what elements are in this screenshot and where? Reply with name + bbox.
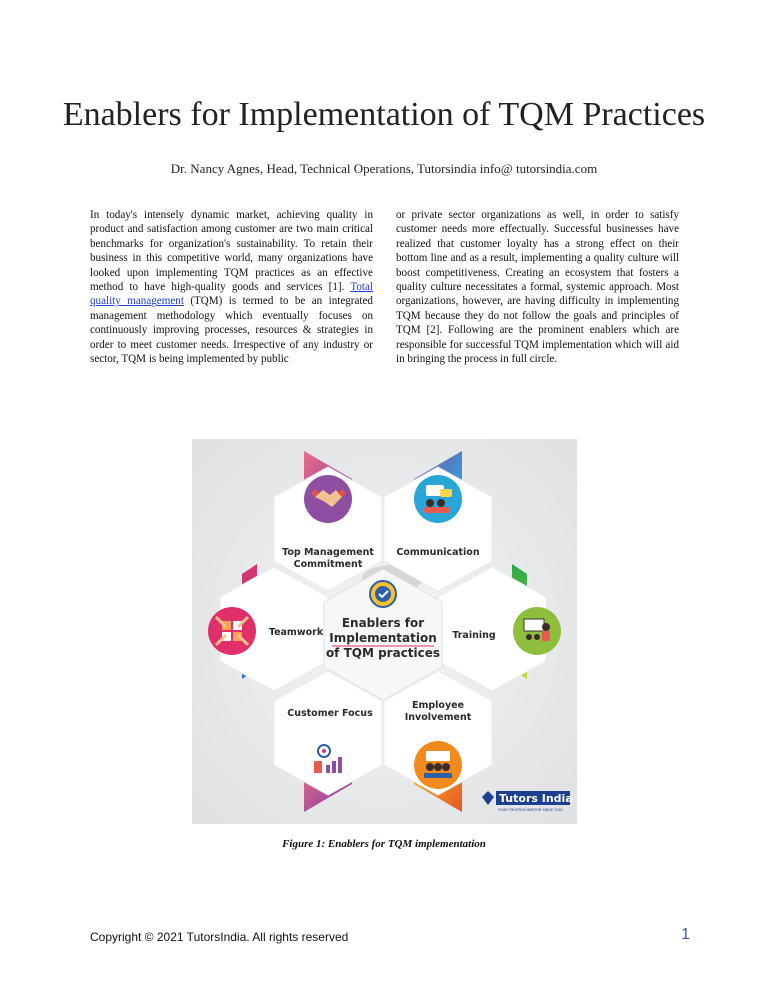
logo-text: Tutors India xyxy=(499,792,573,805)
center-line-2: Implementation xyxy=(329,631,437,645)
figure-caption: Figure 1: Enablers for TQM implementation xyxy=(282,838,486,850)
group-meeting-icon xyxy=(424,751,452,778)
tqm-enablers-figure xyxy=(192,439,577,824)
label-top-management-1: Top Management xyxy=(282,547,374,558)
footer-copyright: Copyright © 2021 TutorsIndia. All rights reserved xyxy=(90,930,349,944)
page-number: 1 xyxy=(681,926,690,943)
author-line: Dr. Nancy Agnes, Head, Technical Operations, Tutorsindia info@ tutorsindia.com xyxy=(170,161,598,176)
quality-badge-icon xyxy=(370,581,396,607)
center-line-1: Enablers for xyxy=(341,616,425,630)
center-line-3: of TQM practices xyxy=(325,646,441,660)
circle-top-right xyxy=(414,475,462,523)
label-communication: Communication xyxy=(396,547,480,558)
label-employee-involvement-2: Involvement xyxy=(404,712,472,723)
document-title: Enablers for Implementation of TQM Practices xyxy=(62,96,706,133)
circle-left xyxy=(208,607,256,655)
label-training: Training xyxy=(452,630,496,641)
infographic xyxy=(192,439,577,824)
tqm-link[interactable]: Total quality management xyxy=(90,281,373,308)
body-column-right: or private sector organizations as well, in order to satisfy customer needs more effectually. Successful businesses have realized that customer loyalty has a strong effect on their bottom line and as a result, implementing a quality culture will boost competitiveness. Creating an ecosystem that fosters a quality culture necessitates a formal, systemic approach. Most organizations, however, are having difficulty in implementing TQM because they do not follow the goals and principles of TQM [2]. Following are the prominent enablers which are responsible for successful TQM implementation which will aid in bringing the process in full circle. xyxy=(396,209,679,366)
body-column-left xyxy=(90,208,373,366)
label-top-management-2: Commitment xyxy=(293,559,363,570)
center-title xyxy=(326,616,440,660)
logo-tagline: YOUR TRUSTED MENTOR SINCE 2001 xyxy=(498,808,564,812)
label-employee-involvement-1: Employee xyxy=(411,700,465,711)
label-teamwork: Teamwork xyxy=(268,627,324,638)
paragraph-text: (TQM) is termed to be an integrated management methodology which eventually focuses on continuously improving processes, resources & strategies in order to meet customer needs. Irrespective of any industry or sector, TQM is being implemented by public xyxy=(90,295,373,366)
label-customer-focus: Customer Focus xyxy=(287,708,373,719)
paragraph-text: In today's intensely dynamic market, achieving quality in product and satisfaction among customer are two main critical benchmarks for organization's sustainability. To retain their business in this competitive world, many organizations have looked upon implementing TQM practices as an effective method to have high-quality goods and services [1]. xyxy=(90,209,373,294)
